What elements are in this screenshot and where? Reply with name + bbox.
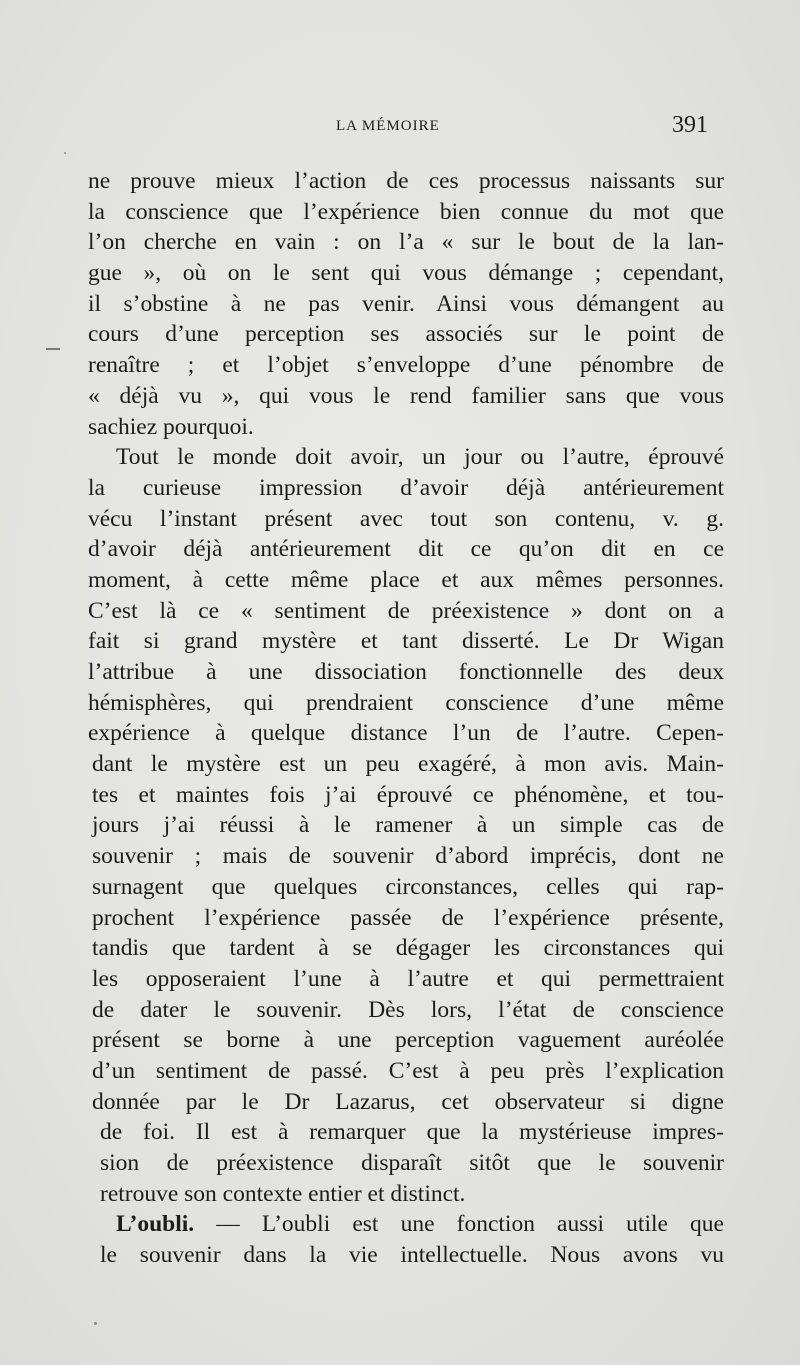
- text-line: sion de préexistence disparaît sitôt que le souvenir: [100, 1150, 724, 1176]
- paper-speck: [64, 152, 66, 154]
- text-line: tandis que tardent à se dégager les circonstances qui: [92, 935, 724, 962]
- text-line: sachiez pourquoi.: [88, 413, 254, 440]
- text-line: il s’obstine à ne pas venir. Ainsi vous démangent au: [88, 290, 724, 317]
- text-line: souvenir ; mais de souvenir d’abord imprécis, dont ne: [92, 843, 724, 870]
- text-line: les opposeraient l’une à l’autre et qui permettraient: [92, 965, 724, 992]
- text-line: ne prouve mieux l’action de ces processus naissants sur: [88, 168, 724, 194]
- text-line: donnée par le Dr Lazarus, cet observateur si digne: [92, 1088, 724, 1115]
- text-line: de foi. Il est à remarquer que la mystérieuse impres-: [100, 1119, 724, 1146]
- paragraph-first-line: Tout le monde doit avoir, un jour ou l’autre, éprouvé: [116, 444, 724, 471]
- section-first-line: [88, 1209, 724, 1240]
- text-line: le souvenir dans la vie intellectuelle. Nous avons vu: [100, 1242, 724, 1269]
- text-line: expérience à quelque distance l’un de l’autre. Cepen-: [88, 720, 724, 747]
- text-line: jours j’ai réussi à le ramener à un simple cas de: [92, 812, 724, 839]
- text-line: « déjà vu », qui vous le rend familier sans que vous: [88, 382, 724, 409]
- text-line: moment, à cette même place et aux mêmes personnes.: [88, 566, 724, 593]
- text-line: renaître ; et l’objet s’enveloppe d’une pénombre de: [88, 352, 724, 379]
- text-line: hémisphères, qui prendraient conscience d’une même: [88, 689, 724, 716]
- paper-speck: [94, 1322, 97, 1325]
- text-line: la conscience que l’expérience bien connue du mot que: [88, 198, 724, 225]
- running-head: [88, 112, 708, 142]
- margin-mark: [46, 348, 60, 350]
- text-line: l’on cherche en vain : on l’a « sur le bout de la lan-: [88, 229, 724, 256]
- page-number: 391: [672, 112, 708, 138]
- text-line: tes et maintes fois j’ai éprouvé ce phénomène, et tou-: [92, 781, 724, 808]
- text-line: gue », où on le sent qui vous démange ; cependant,: [88, 260, 724, 287]
- text-line: surnagent que quelques circonstances, celles qui rap-: [92, 873, 724, 900]
- text-line: l’attribue à une dissociation fonctionnelle des deux: [88, 659, 724, 685]
- text-line: cours d’une perception ses associés sur le point de: [88, 321, 724, 348]
- text-line: vécu l’instant présent avec tout son contenu, v. g.: [88, 505, 724, 532]
- text-line: prochent l’expérience passée de l’expérience présente,: [92, 904, 724, 931]
- text-line: C’est là ce « sentiment de préexistence » dont on a: [88, 597, 724, 624]
- running-title: LA MÉMOIRE: [336, 118, 440, 134]
- text-line: présent se borne à une perception vaguement auréolée: [92, 1027, 724, 1054]
- section-heading: L’oubli.: [116, 1211, 195, 1238]
- text-line: retrouve son contexte entier et distinct.: [100, 1180, 466, 1207]
- text-line: d’un sentiment de passé. C’est à peu près l’explication: [92, 1057, 724, 1084]
- body-text: [88, 166, 724, 1271]
- text-line: fait si grand mystère et tant disserté. Le Dr Wigan: [88, 628, 724, 655]
- text-line: la curieuse impression d’avoir déjà antérieurement: [88, 474, 724, 501]
- text-line: d’avoir déjà antérieurement dit ce qu’on dit en ce: [88, 536, 724, 563]
- text-line: dant le mystère est un peu exagéré, à mon avis. Main-: [92, 751, 724, 778]
- section-text: — L’oubli est une fonction aussi utile que: [194, 1211, 724, 1238]
- text-line: de dater le souvenir. Dès lors, l’état de conscience: [92, 996, 724, 1023]
